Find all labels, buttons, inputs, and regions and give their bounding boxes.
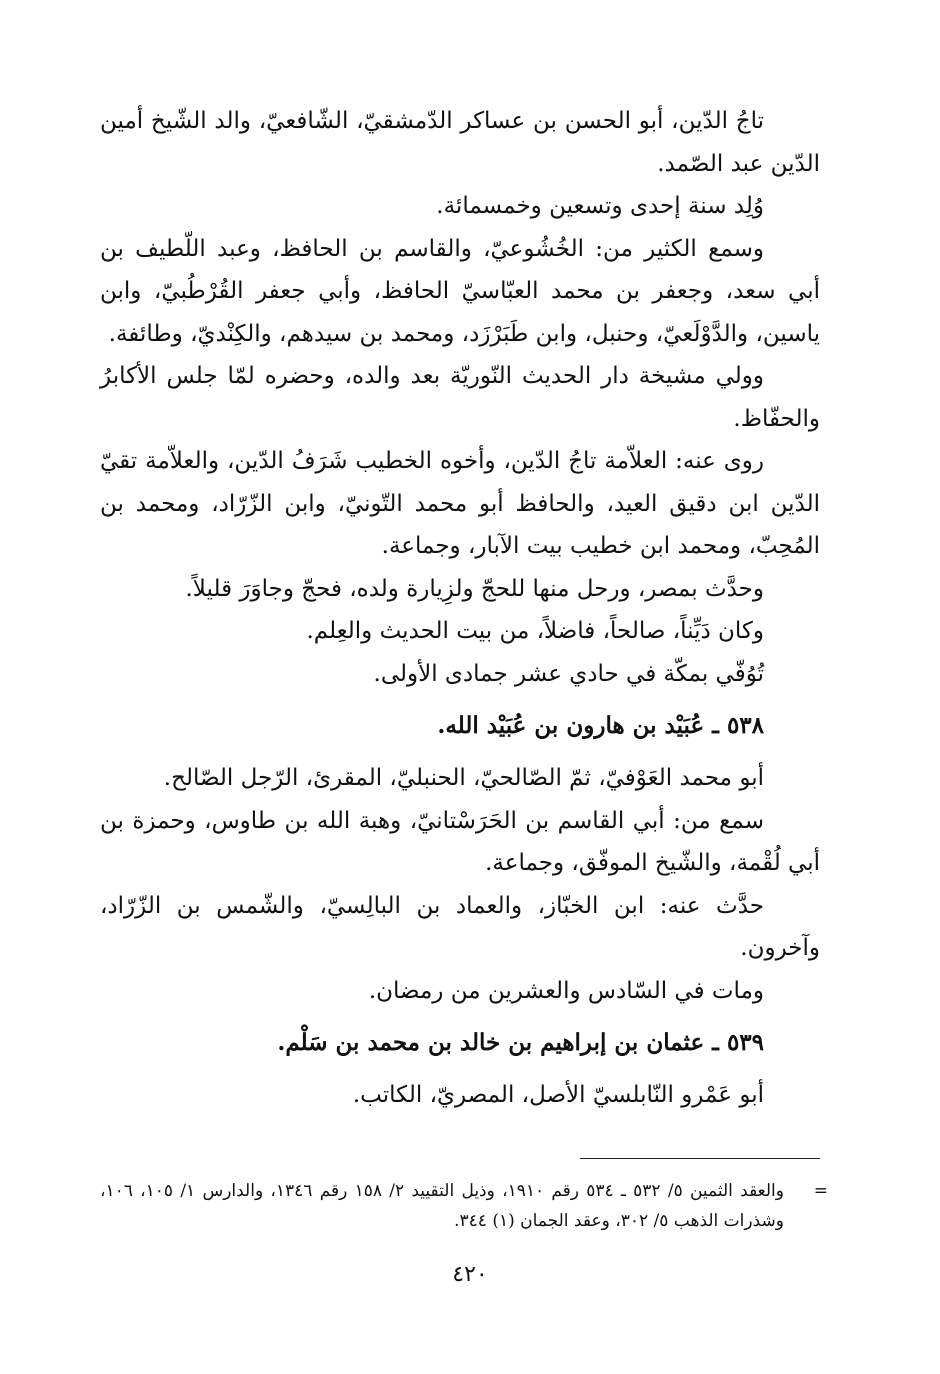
footnote-text: والعقد الثمين ٥/ ٥٣٢ ـ ٥٣٤ رقم ١٩١٠، وذيل التقييد ٢/ ١٥٨ رقم ١٣٤٦، والدارس ١/ ١٠٥، ١٠٦، وشذرات الذهب ٥/ ٣٠٢، وعقد الجمان (١) ٣٤٤. bbox=[100, 1181, 784, 1231]
paragraph: وُلِد سنة إحدى وتسعين وخمسمائة. bbox=[436, 193, 764, 219]
paragraph: سمع من: أبي القاسم بن الحَرَسْتانيّ، وهبة الله بن طاوس، وحمزة بن أبي لُقْمة، والشّيخ الموفّق، وجماعة. bbox=[100, 807, 820, 876]
entry-heading: ٥٣٨ ـ عُبَيْد بن هارون بن عُبَيْد الله. bbox=[437, 712, 764, 739]
paragraph: أبو عَمْرو النّابلسيّ الأصل، المصريّ، الكاتب. bbox=[352, 1082, 764, 1108]
paragraph: وولي مشيخة دار الحديث النّوريّة بعد والده، وحضره لمّا جلس الأكابرُ والحفّاظ. bbox=[100, 363, 820, 432]
paragraph: وحدَّث بمصر، ورحل منها للحجّ ولزِيارة ولده، فحجّ وجاوَرَ قليلاً. bbox=[185, 575, 764, 602]
paragraph: أبو محمد العَوْفيّ، ثمّ الصّالحيّ، الحنبليّ، المقرئ، الرّجل الصّالح. bbox=[163, 765, 764, 791]
page-number: ٤٢٠ bbox=[452, 1262, 488, 1287]
footnote-continuation-mark: = bbox=[813, 1181, 828, 1201]
paragraph: تُوُفّي بمكّة في حادي عشر جمادى الأولى. bbox=[373, 660, 764, 687]
entry-heading: ٥٣٩ ـ عثمان بن إبراهيم بن خالد بن محمد بن سَلْم. bbox=[277, 1029, 764, 1056]
main-text bbox=[100, 100, 820, 1117]
paragraph: تاجُ الدّين، أبو الحسن بن عساكر الدّمشقيّ، الشّافعيّ، والد الشّيخ أمين الدّين عبد الصّمد. bbox=[100, 108, 820, 177]
paragraph: وكان دَيِّناً، صالحاً، فاضلاً، من بيت الحديث والعِلم. bbox=[306, 618, 764, 644]
paragraph: ومات في السّادس والعشرين من رمضان. bbox=[368, 977, 764, 1004]
footnote bbox=[100, 1176, 828, 1236]
paragraph: روى عنه: العلاّمة تاجُ الدّين، وأخوه الخطيب شَرَفُ الدّين، والعلاّمة تقيّ الدّين ابن دقيق العيد، والحافظ أبو محمد التّونيّ، وابن الزّرّاد، ومحمد بن المُحِبّ، ومحمد ابن خطيب بيت الآبار، وجماعة. bbox=[100, 448, 820, 559]
paragraph: حدَّث عنه: ابن الخبّاز، والعماد بن البالِسيّ، والشّمس بن الزّرّاد، وآخرون. bbox=[100, 892, 820, 961]
paragraph: وسمع الكثير من: الخُشُوعيّ، والقاسم بن الحافظ، وعبد اللّطيف بن أبي سعد، وجعفر بن محمد العبّاسيّ الحافظ، وأبي جعفر القُرْطُبيّ، وابن ياسين، والدَّوْلَعيّ، وحنبل، وابن طَبَرْزَد، ومحمد بن سيدهم، والكِنْديّ، وطائفة. bbox=[100, 235, 820, 347]
footnote-divider bbox=[580, 1158, 820, 1159]
